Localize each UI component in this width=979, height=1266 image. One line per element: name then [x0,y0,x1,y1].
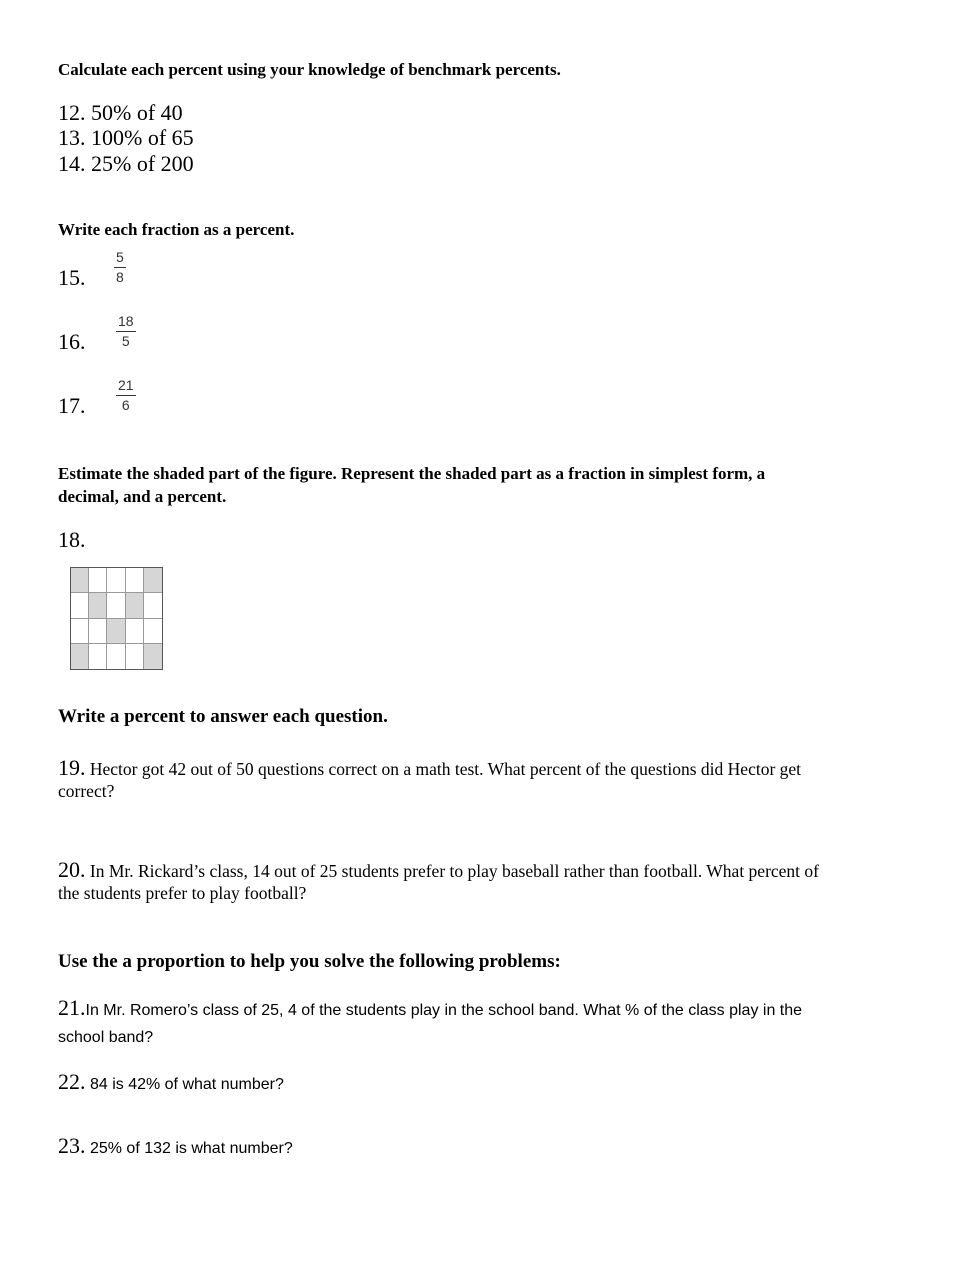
problem-23 [58,1133,293,1159]
problem-19-text-line1: Hector got 42 out of 50 questions correct on a math test. What percent of the questions did Hector get [85,759,802,779]
grid-cell-shaded [71,568,89,593]
problem-21-number: 21. [58,995,86,1020]
grid-cell [126,568,144,593]
grid-cell-shaded [126,593,144,618]
section-heading-percent-questions: Write a percent to answer each question. [58,706,388,727]
problem-20-number: 20. [58,857,86,882]
denominator: 5 [121,333,130,349]
problem-20-text-line1: In Mr. Rickard’s class, 14 out of 25 students prefer to play baseball rather than football. What percent of [85,861,819,881]
grid-cell [144,593,162,618]
problem-22-number: 22. [58,1069,86,1094]
grid-cell-shaded [144,568,162,593]
problem-23-number: 23. [58,1133,86,1158]
grid-cell [71,593,89,618]
grid-cell [71,619,89,644]
problem-14: 14. 25% of 200 [58,151,194,176]
problem-17-number: 17. [58,393,86,418]
denominator: 6 [121,397,130,413]
problem-19 [58,755,801,781]
grid-cell-shaded [89,593,107,618]
grid-cell-shaded [71,644,89,669]
grid-cell-shaded [107,619,125,644]
grid-cell [126,619,144,644]
grid-cell [89,644,107,669]
grid-cell-shaded [144,644,162,669]
fraction-bar [116,331,136,332]
grid-cell [89,568,107,593]
problem-20 [58,857,819,883]
problem-22-text: 84 is 42% of what number? [85,1076,284,1093]
grid-cell [126,644,144,669]
problem-19-text-line2: correct? [58,781,115,801]
problem-20-text-line2: the students prefer to play football? [58,883,307,903]
problem-21-text-line2: school band? [58,1029,154,1046]
problem-12: 12. 50% of 40 [58,100,183,125]
problem-16-number: 16. [58,329,86,354]
numerator: 18 [118,313,134,329]
problem-13: 13. 100% of 65 [58,125,194,150]
grid-cell [89,619,107,644]
grid-cell [144,619,162,644]
problem-18-number: 18. [58,527,86,552]
fraction-bar [116,395,136,396]
grid-cell [107,644,125,669]
fraction-15 [114,249,126,286]
problem-15-number: 15. [58,265,86,290]
section-heading-estimate-line1: Estimate the shaded part of the figure. Represent the shaded part as a fraction in simplest form, a [58,464,766,483]
fraction-17 [116,377,136,414]
fraction-bar [114,267,126,268]
problem-19-number: 19. [58,755,86,780]
problem-22 [58,1069,284,1095]
section-heading-benchmark: Calculate each percent using your knowledge of benchmark percents. [58,60,561,79]
grid-cell [107,593,125,618]
numerator: 21 [118,377,134,393]
fraction-16 [116,313,136,350]
problem-23-text: 25% of 132 is what number? [85,1140,293,1157]
grid-cell [107,568,125,593]
problem-21 [58,995,802,1021]
denominator: 8 [116,269,124,285]
problem-21-text-line1: In Mr. Romero’s class of 25, 4 of the students play in the school band. What % of the class play in the [85,1002,803,1019]
section-heading-fractions: Write each fraction as a percent. [58,220,295,239]
section-heading-estimate-line2: decimal, and a percent. [58,487,227,506]
section-heading-proportion: Use the a proportion to help you solve the following problems: [58,951,561,972]
shaded-grid-figure [70,567,163,670]
numerator: 5 [116,249,124,265]
